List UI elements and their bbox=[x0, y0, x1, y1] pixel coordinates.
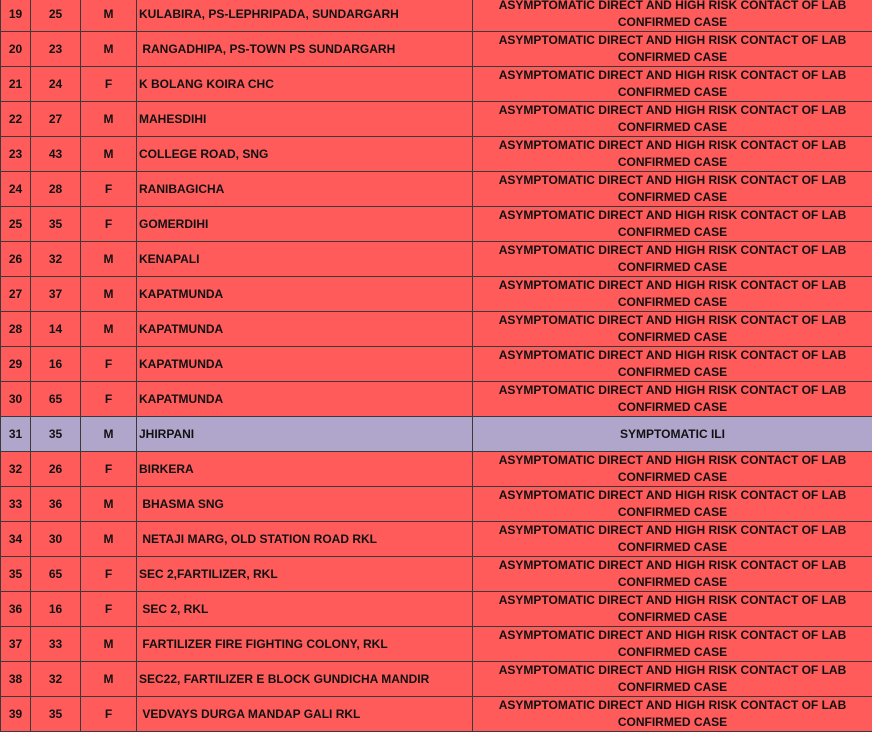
table-row bbox=[1, 277, 872, 312]
table-row bbox=[1, 102, 872, 137]
table-row bbox=[1, 627, 872, 662]
table-row bbox=[1, 67, 872, 102]
location-cell: K BOLANG KOIRA CHC bbox=[137, 67, 473, 102]
location-cell: FARTILIZER FIRE FIGHTING COLONY, RKL bbox=[137, 627, 473, 662]
serial-number-cell: 29 bbox=[1, 347, 31, 382]
location-cell: MAHESDIHI bbox=[137, 102, 473, 137]
sex-cell: F bbox=[81, 67, 137, 102]
table-row bbox=[1, 452, 872, 487]
serial-number-cell: 22 bbox=[1, 102, 31, 137]
serial-number-cell: 26 bbox=[1, 242, 31, 277]
table-row bbox=[1, 207, 872, 242]
sex-cell: F bbox=[81, 172, 137, 207]
sex-cell: M bbox=[81, 32, 137, 67]
table-row bbox=[1, 697, 872, 732]
serial-number-cell: 28 bbox=[1, 312, 31, 347]
status-cell: ASYMPTOMATIC DIRECT AND HIGH RISK CONTACT OF LAB CONFIRMED CASE bbox=[473, 172, 872, 207]
age-cell: 25 bbox=[31, 0, 81, 32]
status-cell: ASYMPTOMATIC DIRECT AND HIGH RISK CONTACT OF LAB CONFIRMED CASE bbox=[473, 207, 872, 242]
status-cell: ASYMPTOMATIC DIRECT AND HIGH RISK CONTACT OF LAB CONFIRMED CASE bbox=[473, 522, 872, 557]
sex-cell: F bbox=[81, 452, 137, 487]
status-cell: ASYMPTOMATIC DIRECT AND HIGH RISK CONTACT OF LAB CONFIRMED CASE bbox=[473, 277, 872, 312]
location-cell: RANGADHIPA, PS-TOWN PS SUNDARGARH bbox=[137, 32, 473, 67]
age-cell: 43 bbox=[31, 137, 81, 172]
age-cell: 27 bbox=[31, 102, 81, 137]
serial-number-cell: 30 bbox=[1, 382, 31, 417]
sex-cell: M bbox=[81, 0, 137, 32]
sex-cell: M bbox=[81, 312, 137, 347]
age-cell: 33 bbox=[31, 627, 81, 662]
age-cell: 30 bbox=[31, 522, 81, 557]
table-row bbox=[1, 137, 872, 172]
sex-cell: M bbox=[81, 242, 137, 277]
sex-cell: M bbox=[81, 137, 137, 172]
location-cell: SEC22, FARTILIZER E BLOCK GUNDICHA MANDIR bbox=[137, 662, 473, 697]
location-cell: NETAJI MARG, OLD STATION ROAD RKL bbox=[137, 522, 473, 557]
status-cell: ASYMPTOMATIC DIRECT AND HIGH RISK CONTACT OF LAB CONFIRMED CASE bbox=[473, 347, 872, 382]
serial-number-cell: 32 bbox=[1, 452, 31, 487]
age-cell: 16 bbox=[31, 592, 81, 627]
status-cell: ASYMPTOMATIC DIRECT AND HIGH RISK CONTACT OF LAB CONFIRMED CASE bbox=[473, 102, 872, 137]
location-cell: BHASMA SNG bbox=[137, 487, 473, 522]
status-cell: ASYMPTOMATIC DIRECT AND HIGH RISK CONTACT OF LAB CONFIRMED CASE bbox=[473, 557, 872, 592]
serial-number-cell: 24 bbox=[1, 172, 31, 207]
table-row bbox=[1, 32, 872, 67]
sex-cell: M bbox=[81, 417, 137, 452]
location-cell: KULABIRA, PS-LEPHRIPADA, SUNDARGARH bbox=[137, 0, 473, 32]
location-cell: SEC 2,FARTILIZER, RKL bbox=[137, 557, 473, 592]
table-row bbox=[1, 382, 872, 417]
serial-number-cell: 37 bbox=[1, 627, 31, 662]
status-cell: SYMPTOMATIC ILI bbox=[473, 417, 872, 452]
age-cell: 36 bbox=[31, 487, 81, 522]
status-cell: ASYMPTOMATIC DIRECT AND HIGH RISK CONTACT OF LAB CONFIRMED CASE bbox=[473, 67, 872, 102]
location-cell: RANIBAGICHA bbox=[137, 172, 473, 207]
serial-number-cell: 23 bbox=[1, 137, 31, 172]
sex-cell: M bbox=[81, 487, 137, 522]
status-cell: ASYMPTOMATIC DIRECT AND HIGH RISK CONTACT OF LAB CONFIRMED CASE bbox=[473, 137, 872, 172]
location-cell: KENAPALI bbox=[137, 242, 473, 277]
age-cell: 37 bbox=[31, 277, 81, 312]
table-row bbox=[1, 312, 872, 347]
sex-cell: M bbox=[81, 522, 137, 557]
serial-number-cell: 38 bbox=[1, 662, 31, 697]
status-cell: ASYMPTOMATIC DIRECT AND HIGH RISK CONTACT OF LAB CONFIRMED CASE bbox=[473, 592, 872, 627]
table-row bbox=[1, 662, 872, 697]
serial-number-cell: 27 bbox=[1, 277, 31, 312]
location-cell: GOMERDIHI bbox=[137, 207, 473, 242]
status-cell: ASYMPTOMATIC DIRECT AND HIGH RISK CONTACT OF LAB CONFIRMED CASE bbox=[473, 487, 872, 522]
serial-number-cell: 31 bbox=[1, 417, 31, 452]
table-row bbox=[1, 487, 872, 522]
age-cell: 28 bbox=[31, 172, 81, 207]
location-cell: KAPATMUNDA bbox=[137, 312, 473, 347]
status-cell: ASYMPTOMATIC DIRECT AND HIGH RISK CONTACT OF LAB CONFIRMED CASE bbox=[473, 452, 872, 487]
serial-number-cell: 36 bbox=[1, 592, 31, 627]
age-cell: 35 bbox=[31, 417, 81, 452]
status-cell: ASYMPTOMATIC DIRECT AND HIGH RISK CONTACT OF LAB CONFIRMED CASE bbox=[473, 662, 872, 697]
status-cell: ASYMPTOMATIC DIRECT AND HIGH RISK CONTACT OF LAB CONFIRMED CASE bbox=[473, 697, 872, 732]
age-cell: 65 bbox=[31, 557, 81, 592]
sex-cell: M bbox=[81, 627, 137, 662]
status-cell: ASYMPTOMATIC DIRECT AND HIGH RISK CONTACT OF LAB CONFIRMED CASE bbox=[473, 0, 872, 32]
age-cell: 14 bbox=[31, 312, 81, 347]
sex-cell: M bbox=[81, 662, 137, 697]
case-list-body bbox=[1, 0, 872, 732]
sex-cell: F bbox=[81, 382, 137, 417]
status-cell: ASYMPTOMATIC DIRECT AND HIGH RISK CONTACT OF LAB CONFIRMED CASE bbox=[473, 382, 872, 417]
sex-cell: F bbox=[81, 207, 137, 242]
location-cell: KAPATMUNDA bbox=[137, 347, 473, 382]
table-row bbox=[1, 172, 872, 207]
status-cell: ASYMPTOMATIC DIRECT AND HIGH RISK CONTACT OF LAB CONFIRMED CASE bbox=[473, 312, 872, 347]
table-row bbox=[1, 557, 872, 592]
location-cell: JHIRPANI bbox=[137, 417, 473, 452]
sex-cell: F bbox=[81, 592, 137, 627]
status-cell: ASYMPTOMATIC DIRECT AND HIGH RISK CONTACT OF LAB CONFIRMED CASE bbox=[473, 32, 872, 67]
location-cell: SEC 2, RKL bbox=[137, 592, 473, 627]
serial-number-cell: 35 bbox=[1, 557, 31, 592]
age-cell: 32 bbox=[31, 242, 81, 277]
age-cell: 35 bbox=[31, 207, 81, 242]
serial-number-cell: 39 bbox=[1, 697, 31, 732]
table-row bbox=[1, 592, 872, 627]
table-row bbox=[1, 417, 872, 452]
table-row bbox=[1, 347, 872, 382]
serial-number-cell: 21 bbox=[1, 67, 31, 102]
age-cell: 65 bbox=[31, 382, 81, 417]
location-cell: KAPATMUNDA bbox=[137, 382, 473, 417]
serial-number-cell: 25 bbox=[1, 207, 31, 242]
location-cell: VEDVAYS DURGA MANDAP GALI RKL bbox=[137, 697, 473, 732]
location-cell: KAPATMUNDA bbox=[137, 277, 473, 312]
status-cell: ASYMPTOMATIC DIRECT AND HIGH RISK CONTACT OF LAB CONFIRMED CASE bbox=[473, 627, 872, 662]
serial-number-cell: 33 bbox=[1, 487, 31, 522]
serial-number-cell: 34 bbox=[1, 522, 31, 557]
age-cell: 24 bbox=[31, 67, 81, 102]
sex-cell: M bbox=[81, 102, 137, 137]
age-cell: 23 bbox=[31, 32, 81, 67]
sex-cell: F bbox=[81, 347, 137, 382]
table-row bbox=[1, 0, 872, 32]
status-cell: ASYMPTOMATIC DIRECT AND HIGH RISK CONTACT OF LAB CONFIRMED CASE bbox=[473, 242, 872, 277]
age-cell: 16 bbox=[31, 347, 81, 382]
age-cell: 26 bbox=[31, 452, 81, 487]
sex-cell: F bbox=[81, 697, 137, 732]
table-row bbox=[1, 522, 872, 557]
serial-number-cell: 20 bbox=[1, 32, 31, 67]
location-cell: COLLEGE ROAD, SNG bbox=[137, 137, 473, 172]
table-row bbox=[1, 242, 872, 277]
age-cell: 32 bbox=[31, 662, 81, 697]
sex-cell: M bbox=[81, 277, 137, 312]
location-cell: BIRKERA bbox=[137, 452, 473, 487]
age-cell: 35 bbox=[31, 697, 81, 732]
sex-cell: F bbox=[81, 557, 137, 592]
serial-number-cell: 19 bbox=[1, 0, 31, 32]
